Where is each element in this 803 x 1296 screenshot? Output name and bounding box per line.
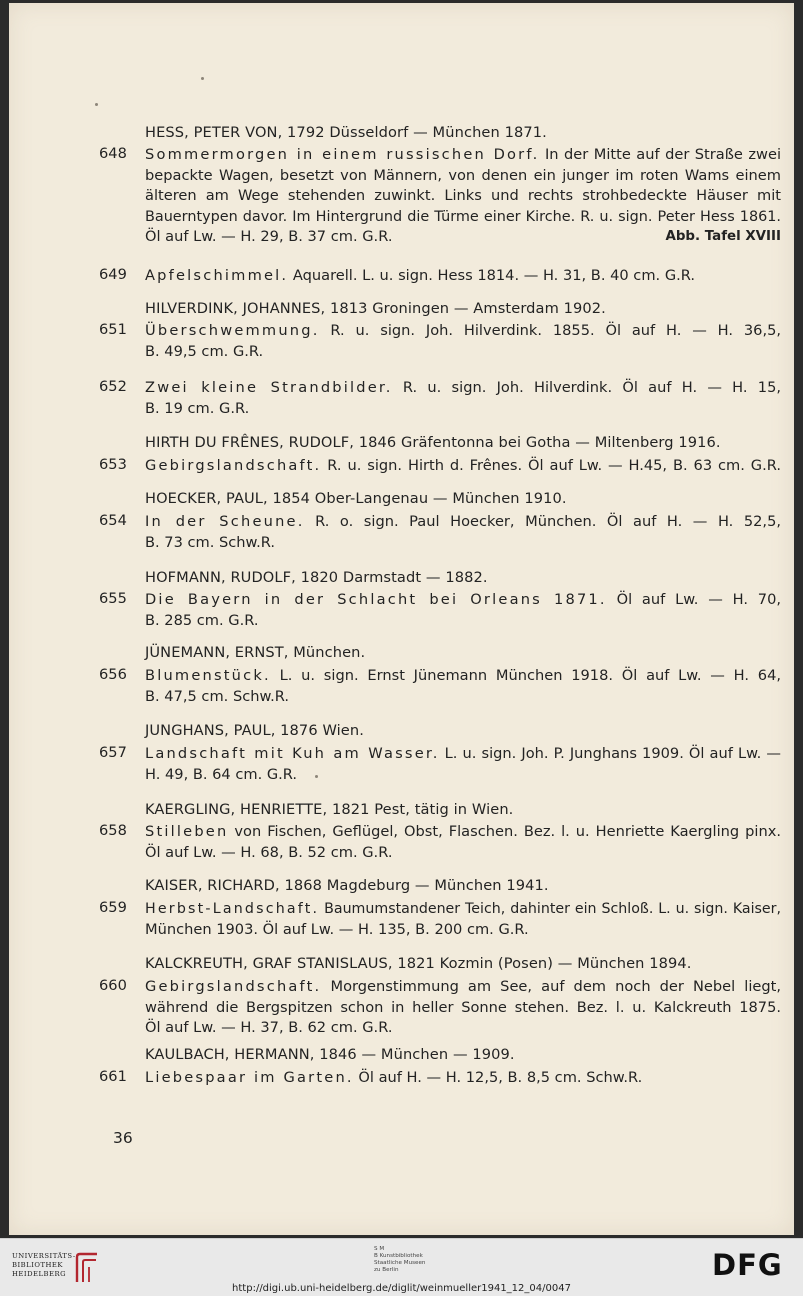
lot-number: 660: [99, 977, 127, 994]
description-line: Bauerntypen davor. Im Hintergrund die Türme einer Kirche. R. u. sign. Peter Hess 1861.: [145, 208, 781, 225]
entry-description: [145, 899, 781, 940]
lot-number: 658: [99, 822, 127, 839]
dfg-logo[interactable]: DFG: [712, 1248, 783, 1282]
description-text: Aquarell. L. u. sign. Hess 1814. — H. 31, B. 40 cm. G.R.: [292, 267, 696, 284]
university-library-logo[interactable]: [12, 1251, 132, 1285]
paper-speck: [95, 103, 98, 106]
description-text: In der Mitte auf der Straße zwei: [544, 146, 781, 163]
artist-heading: HILVERDINK, JOHANNES, 1813 Groningen — Amsterdam 1902.: [145, 300, 606, 317]
catalog-page: [9, 3, 794, 1235]
entry-description: [145, 822, 781, 863]
lot-number: 648: [99, 145, 127, 162]
library-name-line: UNIVERSITÄTS-: [12, 1252, 76, 1260]
work-title: Liebespaar im Garten.: [145, 1069, 354, 1086]
entry-description: [145, 744, 781, 785]
entry-description: [145, 512, 781, 553]
description-line: B. 73 cm. Schw.R.: [145, 533, 276, 551]
description-line: Öl auf Lw. — H. 68, B. 52 cm. G.R.: [145, 843, 393, 861]
library-name-line: BIBLIOTHEK: [12, 1261, 63, 1269]
library-emblem-icon: [74, 1251, 102, 1285]
lot-number: 652: [99, 378, 127, 395]
description-text: Öl auf H. — H. 12,5, B. 8,5 cm. Schw.R.: [358, 1069, 643, 1086]
description-line: H. 49, B. 64 cm. G.R.: [145, 765, 298, 783]
description-text: L. u. sign. Joh. P. Junghans 1909. Öl auf Lw. —: [444, 745, 782, 762]
work-title: Apfelschimmel.: [145, 267, 289, 284]
lot-number: 654: [99, 512, 127, 529]
entry-description: [145, 266, 781, 287]
work-title: Überschwemmung.: [145, 322, 320, 339]
description-line: B. 49,5 cm. G.R.: [145, 342, 264, 360]
work-title: Die Bayern in der Schlacht bei Orleans 1871.: [145, 591, 607, 608]
artist-heading: HESS, PETER VON, 1792 Düsseldorf — München 1871.: [145, 124, 547, 141]
artist-heading: KALCKREUTH, GRAF STANISLAUS, 1821 Kozmin (Posen) — München 1894.: [145, 955, 692, 972]
artist-heading: KAULBACH, HERMANN, 1846 — München — 1909.: [145, 1046, 515, 1063]
entry-description: [145, 321, 781, 362]
description-text: von Fischen, Geflügel, Obst, Flaschen. Bez. l. u. Henriette Kaergling pinx.: [234, 823, 782, 840]
work-title: Blumenstück.: [145, 667, 271, 684]
artist-heading: KAISER, RICHARD, 1868 Magdeburg — München 1941.: [145, 877, 549, 894]
stamp-line: Staatliche Museen: [374, 1260, 426, 1266]
work-title: Zwei kleine Strandbilder.: [145, 379, 393, 396]
viewer-footer: [0, 1238, 803, 1296]
description-line: München 1903. Öl auf Lw. — H. 135, B. 200 cm. G.R.: [145, 920, 529, 938]
description-text: Baumumstandener Teich, dahinter ein Schloß. L. u. sign. Kaiser,: [324, 901, 781, 917]
library-name-line: HEIDELBERG: [12, 1270, 67, 1278]
work-title: Gebirgslandschaft.: [145, 978, 322, 995]
work-title: Gebirgslandschaft.: [145, 457, 322, 474]
entry-description: [145, 590, 781, 631]
page-number: 36: [113, 1129, 133, 1147]
stamp-line: S M: [374, 1246, 385, 1252]
description-text: L. u. sign. Ernst Jünemann München 1918. Öl auf Lw. — H. 64,: [279, 667, 781, 684]
artist-heading: JÜNEMANN, ERNST, München.: [145, 644, 366, 661]
entry-description: [145, 666, 781, 707]
description-text: Morgenstimmung am See, auf dem noch der Nebel liegt,: [330, 978, 781, 995]
artist-heading: KAERGLING, HENRIETTE, 1821 Pest, tätig in Wien.: [145, 801, 514, 818]
description-line: B. 285 cm. G.R.: [145, 611, 259, 629]
plate-reference: Abb. Tafel XVIII: [665, 229, 781, 244]
museum-stamp: [374, 1246, 425, 1274]
work-title: Landschaft mit Kuh am Wasser.: [145, 745, 440, 762]
artist-heading: HOECKER, PAUL, 1854 Ober-Langenau — München 1910.: [145, 490, 567, 507]
description-line: B. 47,5 cm. Schw.R.: [145, 687, 289, 705]
stamp-line: zu Berlin: [374, 1267, 399, 1273]
paper-speck: [201, 77, 204, 80]
work-title: Sommermorgen in einem russischen Dorf.: [145, 146, 540, 163]
lot-number: 656: [99, 666, 127, 683]
work-title: Herbst-Landschaft.: [145, 901, 320, 917]
description-text: R. u. sign. Joh. Hilverdink. Öl auf H. — H. 15,: [402, 379, 782, 396]
entry-description: [145, 1068, 781, 1089]
entry-description: [145, 456, 781, 477]
work-title: Stilleben: [145, 823, 229, 840]
description-line: Öl auf Lw. — H. 37, B. 62 cm. G.R.: [145, 1019, 393, 1036]
description-text: R. o. sign. Paul Hoecker, München. Öl auf H. — H. 52,5,: [315, 513, 781, 530]
description-line: während die Bergspitzen schon in heller Sonne stehen. Bez. l. u. Kalckreuth 1875.: [145, 998, 781, 1016]
lot-number: 653: [99, 456, 127, 473]
description-text: Öl auf Lw. — H. 70,: [616, 591, 782, 608]
entry-description: [145, 977, 781, 1039]
description-line: älteren am Wege stehenden zuwinkt. Links und rechts strohbedeckte Häuser mit: [145, 187, 781, 204]
lot-number: 659: [99, 899, 127, 916]
work-title: In der Scheune.: [145, 513, 305, 530]
artist-heading: HIRTH DU FRÊNES, RUDOLF, 1846 Gräfentonna bei Gotha — Miltenberg 1916.: [145, 434, 721, 451]
lot-number: 655: [99, 590, 127, 607]
artist-heading: JUNGHANS, PAUL, 1876 Wien.: [145, 722, 364, 739]
permalink-url[interactable]: http://digi.ub.uni-heidelberg.de/diglit/weinmueller1941_12_04/0047: [232, 1283, 571, 1294]
description-line: B. 19 cm. G.R.: [145, 399, 250, 417]
description-text: R. u. sign. Joh. Hilverdink. 1855. Öl auf H. — H. 36,5,: [330, 322, 782, 339]
entry-description: [145, 145, 781, 248]
lot-number: 657: [99, 744, 127, 761]
artist-heading: HOFMANN, RUDOLF, 1820 Darmstadt — 1882.: [145, 569, 488, 586]
description-line: Öl auf Lw. — H. 29, B. 37 cm. G.R.: [145, 228, 393, 245]
lot-number: 649: [99, 266, 127, 283]
description-text: R. u. sign. Hirth d. Frênes. Öl auf Lw. — H.45, B. 63 cm. G.R.: [327, 457, 781, 474]
lot-number: 651: [99, 321, 127, 338]
library-name: [12, 1252, 76, 1279]
entry-description: [145, 378, 781, 419]
description-line: bepackte Wagen, besetzt von Männern, von denen ein junger im roten Wams einem: [145, 166, 781, 184]
lot-number: 661: [99, 1068, 127, 1085]
stamp-line: B Kunstbibliothek: [374, 1253, 423, 1259]
